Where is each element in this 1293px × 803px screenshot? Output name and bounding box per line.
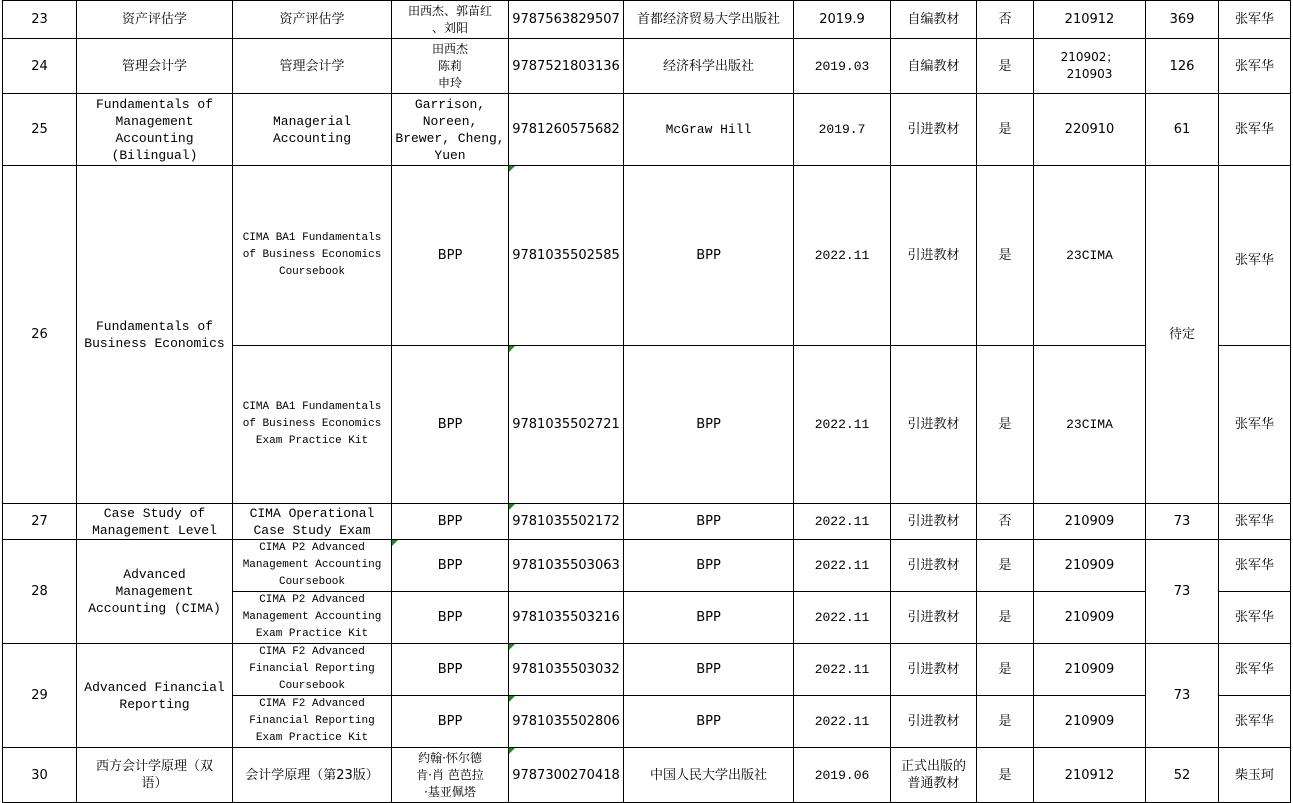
flag[interactable]: 是 [977, 696, 1034, 748]
isbn-text: 9787300270418 [512, 767, 620, 783]
table-row [3, 166, 1291, 346]
isbn[interactable]: 9781035503216 [509, 592, 624, 644]
publisher[interactable]: BPP [624, 166, 794, 346]
textbook-title[interactable]: Managerial Accounting [233, 94, 392, 166]
author[interactable]: BPP [392, 644, 509, 696]
isbn[interactable] [509, 696, 624, 748]
course-name[interactable]: Advanced Management Accounting (CIMA) [77, 540, 233, 644]
teacher[interactable]: 张军华 [1219, 504, 1291, 540]
course-name[interactable]: Fundamentals of Management Accounting (Bilingual) [77, 94, 233, 166]
cell-marker-icon [509, 696, 515, 702]
author[interactable]: Garrison, Noreen, Brewer, Cheng, Yuen [392, 94, 509, 166]
flag[interactable]: 是 [977, 166, 1034, 346]
isbn[interactable] [509, 1, 624, 39]
teacher[interactable]: 柴玉珂 [1219, 748, 1291, 803]
author[interactable]: BPP [392, 166, 509, 346]
publish-date[interactable]: 2022.11 [794, 346, 891, 504]
publish-date[interactable]: 2019.03 [794, 39, 891, 94]
class-code[interactable]: 220910 [1034, 94, 1146, 166]
isbn-text: 9781035503032 [512, 662, 620, 677]
cell-marker-icon [392, 540, 398, 546]
isbn-text: 9787563829507 [512, 12, 620, 27]
class-code[interactable]: 210912 [1034, 1, 1146, 39]
textbook-type[interactable]: 正式出版的 普通教材 [891, 748, 977, 803]
textbook-title[interactable]: CIMA P2 Advanced Management Accounting Coursebook [233, 540, 392, 592]
row-number[interactable]: 27 [3, 504, 77, 540]
course-name[interactable]: Case Study of Management Level [77, 504, 233, 540]
table-row [3, 540, 1291, 592]
textbook-type[interactable]: 引进教材 [891, 504, 977, 540]
class-code[interactable]: 210909 [1034, 504, 1146, 540]
teacher[interactable]: 张军华 [1219, 644, 1291, 696]
author[interactable]: 田西杰、郭苗红 、刘阳 [392, 1, 509, 39]
author[interactable]: 约翰·怀尔德 肯·肖 芭芭拉 ·基亚佩塔 [392, 748, 509, 803]
publisher[interactable]: BPP [624, 644, 794, 696]
textbook-type[interactable]: 引进教材 [891, 166, 977, 346]
row-number[interactable]: 25 [3, 94, 77, 166]
cell-marker-icon [509, 166, 515, 172]
author[interactable]: BPP [392, 696, 509, 748]
row-number[interactable]: 23 [3, 1, 77, 39]
row-number[interactable]: 30 [3, 748, 77, 803]
author[interactable]: BPP [392, 346, 509, 504]
isbn[interactable] [509, 94, 624, 166]
publisher[interactable]: BPP [624, 540, 794, 592]
publish-date[interactable]: 2019.7 [794, 94, 891, 166]
publisher[interactable]: 首都经济贸易大学出版社 [624, 1, 794, 39]
author-text: BPP [437, 558, 463, 573]
count[interactable]: 73 [1146, 504, 1219, 540]
class-code[interactable]: 210909 [1034, 540, 1146, 592]
publisher[interactable]: McGraw Hill [624, 94, 794, 166]
isbn[interactable] [509, 644, 624, 696]
isbn[interactable]: 9781035503063 [509, 540, 624, 592]
textbook-title[interactable]: CIMA BA1 Fundamentals of Business Economics Exam Practice Kit [233, 346, 392, 504]
isbn[interactable] [509, 39, 624, 94]
teacher[interactable]: 张军华 [1219, 94, 1291, 166]
publish-date[interactable]: 2022.11 [794, 592, 891, 644]
teacher[interactable]: 张军华 [1219, 592, 1291, 644]
publisher[interactable]: BPP [624, 346, 794, 504]
count[interactable]: 待定 [1146, 166, 1219, 504]
textbook-type[interactable]: 引进教材 [891, 346, 977, 504]
course-name[interactable]: Advanced Financial Reporting [77, 644, 233, 748]
textbook-title[interactable]: 管理会计学 [233, 39, 392, 94]
class-code[interactable]: 210902； 210903 [1034, 39, 1146, 94]
class-code[interactable]: 210909 [1034, 696, 1146, 748]
row-number[interactable]: 26 [3, 166, 77, 504]
class-code[interactable]: 23CIMA [1034, 346, 1146, 504]
textbook-type[interactable]: 引进教材 [891, 592, 977, 644]
author[interactable] [392, 540, 509, 592]
textbook-title[interactable]: 会计学原理（第23版） [233, 748, 392, 803]
textbook-table [2, 0, 1291, 803]
course-name[interactable]: 管理会计学 [77, 39, 233, 94]
isbn[interactable] [509, 346, 624, 504]
flag[interactable]: 否 [977, 504, 1034, 540]
textbook-title[interactable]: CIMA F2 Advanced Financial Reporting Coursebook [233, 644, 392, 696]
class-code[interactable]: 23CIMA [1034, 166, 1146, 346]
row-number[interactable]: 24 [3, 39, 77, 94]
isbn[interactable] [509, 504, 624, 540]
publish-date[interactable]: 2022.11 [794, 696, 891, 748]
isbn-text: 9781035502806 [512, 714, 620, 729]
publisher[interactable]: BPP [624, 696, 794, 748]
teacher[interactable]: 张军华 [1219, 346, 1291, 504]
teacher[interactable]: 张军华 [1219, 696, 1291, 748]
textbook-type[interactable]: 引进教材 [891, 94, 977, 166]
row-number[interactable]: 29 [3, 644, 77, 748]
isbn-text: 9781035502172 [512, 514, 620, 529]
flag[interactable]: 是 [977, 644, 1034, 696]
publisher[interactable]: BPP [624, 592, 794, 644]
count[interactable]: 61 [1146, 94, 1219, 166]
flag[interactable]: 是 [977, 748, 1034, 803]
textbook-type[interactable]: 引进教材 [891, 644, 977, 696]
textbook-title[interactable]: CIMA Operational Case Study Exam [233, 504, 392, 540]
count[interactable]: 73 [1146, 644, 1219, 748]
publish-date[interactable]: 2022.11 [794, 644, 891, 696]
count[interactable]: 73 [1146, 540, 1219, 644]
textbook-type[interactable]: 自编教材 [891, 1, 977, 39]
flag[interactable]: 否 [977, 1, 1034, 39]
textbook-title[interactable]: CIMA F2 Advanced Financial Reporting Exam Practice Kit [233, 696, 392, 748]
count[interactable]: 369 [1146, 1, 1219, 39]
textbook-title[interactable]: CIMA P2 Advanced Management Accounting Exam Practice Kit [233, 592, 392, 644]
cell-marker-icon [509, 748, 515, 754]
publish-date[interactable]: 2022.11 [794, 166, 891, 346]
course-name[interactable]: 西方会计学原理（双 语） [77, 748, 233, 803]
table-row [3, 644, 1291, 696]
isbn-text: 9787521803136 [512, 58, 620, 74]
table-row [3, 1, 1291, 39]
table-row [3, 504, 1291, 540]
textbook-type[interactable]: 引进教材 [891, 696, 977, 748]
count[interactable]: 126 [1146, 39, 1219, 94]
flag[interactable]: 是 [977, 592, 1034, 644]
cell-marker-icon [509, 346, 515, 352]
cell-marker-icon [509, 644, 515, 650]
publish-date[interactable]: 2019.06 [794, 748, 891, 803]
author[interactable]: BPP [392, 504, 509, 540]
cell-marker-icon [509, 504, 515, 510]
class-code[interactable]: 210909 [1034, 592, 1146, 644]
teacher[interactable]: 张军华 [1219, 166, 1291, 346]
row-number[interactable]: 28 [3, 540, 77, 644]
flag[interactable]: 是 [977, 540, 1034, 592]
class-code[interactable]: 210909 [1034, 644, 1146, 696]
flag[interactable]: 是 [977, 94, 1034, 166]
publisher[interactable]: BPP [624, 504, 794, 540]
teacher[interactable]: 张军华 [1219, 1, 1291, 39]
author[interactable]: BPP [392, 592, 509, 644]
isbn-text: 9781035502721 [512, 417, 620, 432]
author[interactable]: 田西杰 陈莉 申玲 [392, 39, 509, 94]
textbook-type[interactable]: 自编教材 [891, 39, 977, 94]
class-code[interactable]: 210912 [1034, 748, 1146, 803]
textbook-title[interactable]: 资产评估学 [233, 1, 392, 39]
publish-date[interactable]: 2022.11 [794, 504, 891, 540]
textbook-title[interactable]: CIMA BA1 Fundamentals of Business Economics Coursebook [233, 166, 392, 346]
table-row [3, 748, 1291, 803]
table-row [3, 94, 1291, 166]
flag[interactable]: 是 [977, 346, 1034, 504]
isbn-text: 9781035502585 [512, 248, 620, 263]
flag[interactable]: 是 [977, 39, 1034, 94]
isbn[interactable] [509, 166, 624, 346]
textbook-type[interactable]: 引进教材 [891, 540, 977, 592]
teacher[interactable]: 张军华 [1219, 540, 1291, 592]
course-name[interactable]: 资产评估学 [77, 1, 233, 39]
publisher[interactable]: 中国人民大学出版社 [624, 748, 794, 803]
teacher[interactable]: 张军华 [1219, 39, 1291, 94]
publisher[interactable]: 经济科学出版社 [624, 39, 794, 94]
publish-date[interactable]: 2022.11 [794, 540, 891, 592]
count[interactable]: 52 [1146, 748, 1219, 803]
course-name[interactable]: Fundamentals of Business Economics [77, 166, 233, 504]
publish-date[interactable]: 2019.9 [794, 1, 891, 39]
isbn[interactable] [509, 748, 624, 803]
table-row [3, 39, 1291, 94]
isbn-text: 9781260575682 [512, 122, 620, 137]
